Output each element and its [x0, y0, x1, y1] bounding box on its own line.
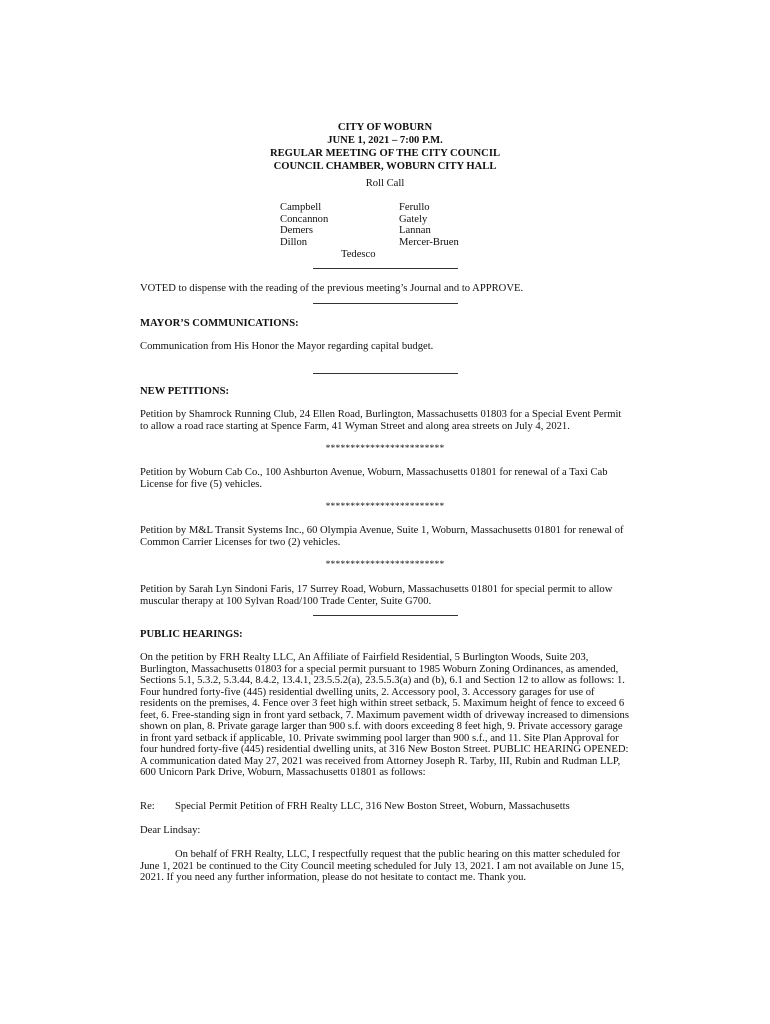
- section-heading-mayors: MAYOR’S COMMUNICATIONS:: [140, 318, 299, 329]
- document-header: [0, 121, 770, 173]
- petition-item: Petition by Woburn Cab Co., 100 Ashburton Avenue, Woburn, Massachusetts 01801 for renewal of a Taxi Cab License for five (5) vehicles.: [140, 467, 608, 490]
- councilor-name: Lannan: [399, 225, 431, 236]
- councilor-name: Mercer-Bruen: [399, 236, 459, 248]
- mayors-communication: Communication from His Honor the Mayor regarding capital budget.: [140, 341, 434, 352]
- vote-statement: VOTED to dispense with the reading of the previous meeting’s Journal and to APPROVE.: [140, 283, 524, 294]
- divider: [313, 373, 458, 374]
- petition-item: Petition by M&L Transit Systems Inc., 60 Olympia Avenue, Suite 1, Woburn, Massachusetts 01801 for renewal of Common Carrier Licenses for two (2) vehicles.: [140, 525, 624, 548]
- petition-item: Petition by Shamrock Running Club, 24 Ellen Road, Burlington, Massachusetts 01803 for a Special Event Permit to allow a road race starting at Spence Farm, 41 Wyman Street and along area streets on July 4, 2021.: [140, 409, 622, 432]
- councilor-name: Campbell: [280, 202, 322, 213]
- header-date: JUNE 1, 2021 – 7:00 P.M.: [327, 135, 443, 146]
- councilor-name: Concannon: [280, 213, 329, 225]
- re-subject: Special Permit Petition of FRH Realty LLC, 316 New Boston Street, Woburn, Massachusetts: [175, 801, 570, 812]
- petition-item: Petition by Sarah Lyn Sindoni Faris, 17 Surrey Road, Woburn, Massachusetts 01801 for special permit to allow muscular therapy at 100 Sylvan Road/100 Trade Center, Suite G700.: [140, 584, 613, 607]
- section-heading-public-hearings: PUBLIC HEARINGS:: [140, 629, 243, 640]
- roll-call-left-column: [280, 202, 328, 248]
- councilor-name: Dillon: [280, 236, 308, 248]
- divider: [313, 615, 458, 616]
- section-heading-new-petitions: NEW PETITIONS:: [140, 386, 229, 397]
- public-hearing-text: On the petition by FRH Realty LLC, An Affiliate of Fairfield Residential, 5 Burlington Woods, Suite 203, Burlington, Massachusetts 01803 for a special permit pursuant to 1985 Woburn Zoning Ordinances, as amended, Sections 5.1, 5.3.2, 5.3.44, 8.4.2, 13.4.1, 23.5.5.2(a), 23.5.5.3(a) and (b), 6.1 and Section 12 to allow as follows: 1. Four hundred forty-five (445) residential dwelling units, 2. Accessory pool, 3. Accessory garages for use of residents on the premises, 4. Fence over 3 feet high within street setback, 5. Maximum height of fence to exceed 6 feet, 6. Free-standing sign in front yard setback, 7. Maximum pavement width of driveway increased to dimensions shown on plan, 8. Private garage larger than 900 s.f. with doors exceeding 8 feet high, 9. Private accessory garage in front yard setback if applicable, 10. Private swimming pool larger than 900 s.f., and 11. Site Plan Approval for four hundred forty-five (445) residential dwelling units, at 316 New Boston Street. PUBLIC HEARING OPENED: A communication dated May 27, 2021 was received from Attorney Joseph R. Tarby, III, Rubin and Rudman LLP, 600 Unicorn Park Drive, Woburn, Massachusetts 01801 as follows:: [140, 652, 629, 778]
- letter-body: On behalf of FRH Realty, LLC, I respectfully request that the public hearing on this matter scheduled for June 1, 2021 be continued to the City Council meeting scheduled for July 13, 2021. I am not available on June 15, 2021. If you need any further information, please do not hesitate to contact me. Thank you.: [140, 849, 624, 883]
- letter-salutation: Dear Lindsay:: [140, 825, 201, 836]
- header-city: CITY OF WOBURN: [337, 122, 433, 133]
- councilor-name: Ferullo: [399, 202, 430, 213]
- re-label: Re:: [140, 801, 155, 812]
- divider: [313, 303, 458, 304]
- header-meeting: REGULAR MEETING OF THE CITY COUNCIL: [269, 148, 501, 159]
- councilor-name: Gately: [399, 213, 428, 225]
- separator-stars: ************************: [325, 502, 445, 512]
- councilor-name: Tedesco: [341, 249, 376, 260]
- councilor-name: Demers: [280, 225, 313, 236]
- separator-stars: ************************: [325, 560, 445, 570]
- separator-stars: ************************: [325, 444, 445, 454]
- header-location: COUNCIL CHAMBER, WOBURN CITY HALL: [273, 161, 497, 172]
- roll-call-title: Roll Call: [365, 178, 405, 189]
- roll-call-right-column: [399, 202, 459, 248]
- divider: [313, 268, 458, 269]
